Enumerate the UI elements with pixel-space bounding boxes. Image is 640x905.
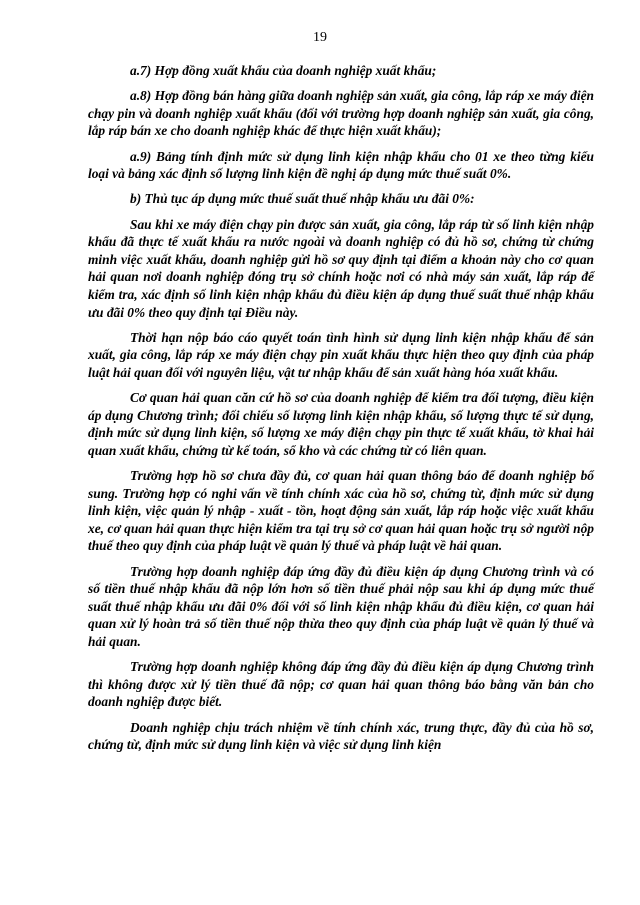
paragraph-b-heading: b) Thủ tục áp dụng mức thuế suất thuế nhập khẩu ưu đãi 0%: [130, 191, 475, 207]
paragraph-a9: a.9) Bảng tính định mức sử dụng linh kiện nhập khẩu cho 01 xe theo từng kiểu loại và bảng xác định số lượng linh kiện đề nghị áp dụng mức thuế suất 0%. [88, 148, 594, 182]
paragraph: Trường hợp doanh nghiệp không đáp ứng đầy đủ điều kiện áp dụng Chương trình thì không được xử lý tiền thuế đã nộp; cơ quan hải quan thông báo bằng văn bản cho doanh nghiệp được biết. [88, 659, 594, 710]
paragraph-a8: a.8) Hợp đồng bán hàng giữa doanh nghiệp sản xuất, gia công, lắp ráp xe máy điện chạy pin và doanh nghiệp xuất khẩu (đối với trường hợp doanh nghiệp sản xuất, gia công, lắp ráp bán xe cho doanh nghiệp khác để thực hiện xuất khẩu); [88, 88, 594, 139]
paragraph: Sau khi xe máy điện chạy pin được sản xuất, gia công, lắp ráp từ số linh kiện nhập khẩu đã thực tế xuất khẩu ra nước ngoài và doanh nghiệp có đủ hồ sơ, chứng từ chứng minh việc xuất khẩu, doanh nghiệp gửi hồ sơ quy định tại điểm a khoản này cho cơ quan hải quan nơi doanh nghiệp đóng trụ sở chính hoặc nơi có nhà máy sản xuất, lắp ráp để kiểm tra, xác định số linh kiện nhập khẩu đủ điều kiện áp dụng thuế suất thuế nhập khẩu ưu đãi 0% theo quy định tại Điều này. [88, 216, 594, 320]
paragraph-continued: Doanh nghiệp chịu trách nhiệm về tính chính xác, trung thực, đầy đủ của hồ sơ, chứng từ, định mức sử dụng linh kiện và việc sử dụng linh kiện [88, 719, 594, 753]
paragraph: Trường hợp doanh nghiệp đáp ứng đầy đủ điều kiện áp dụng Chương trình và có số tiền thuế nhập khẩu đã nộp lớn hơn số tiền thuế phải nộp sau khi áp dụng mức thuế suất thuế nhập khẩu ưu đãi 0% đối với số linh kiện nhập khẩu đủ điều kiện, cơ quan hải quan xử lý hoàn trả số tiền thuế nộp thừa theo quy định của pháp luật về quản lý thuế và hải quan. [88, 563, 594, 649]
document-body [88, 62, 594, 761]
paragraph: Cơ quan hải quan căn cứ hồ sơ của doanh nghiệp để kiểm tra đối tượng, điều kiện áp dụng Chương trình; đối chiếu số lượng linh kiện nhập khẩu, số lượng thực tế sử dụng, định mức sử dụng linh kiện, số lượng xe máy điện chạy pin thực tế xuất khẩu, tờ khai hải quan xuất khẩu, chứng từ kế toán, sổ kho và các chứng từ có liên quan. [88, 390, 594, 458]
paragraph: Trường hợp hồ sơ chưa đầy đủ, cơ quan hải quan thông báo để doanh nghiệp bổ sung. Trường hợp có nghi vấn về tính chính xác của hồ sơ, chứng từ, định mức sử dụng linh kiện, việc quản lý nhập - xuất - tồn, hoạt động sản xuất, lắp ráp hoặc việc xuất khẩu xe, cơ quan hải quan thực hiện kiểm tra tại trụ sở cơ quan hải quan hoặc trụ sở người nộp thuế theo quy định của pháp luật về quản lý thuế và pháp luật về hải quan. [88, 468, 594, 554]
paragraph: Thời hạn nộp báo cáo quyết toán tình hình sử dụng linh kiện nhập khẩu để sản xuất, gia công, lắp ráp xe máy điện chạy pin xuất khẩu thực hiện theo quy định của pháp luật hải quan đối với nguyên liệu, vật tư nhập khẩu để sản xuất hàng hóa xuất khẩu. [88, 329, 594, 380]
paragraph-a7: a.7) Hợp đồng xuất khẩu của doanh nghiệp xuất khẩu; [130, 63, 437, 78]
page-number: 19 [313, 30, 327, 45]
